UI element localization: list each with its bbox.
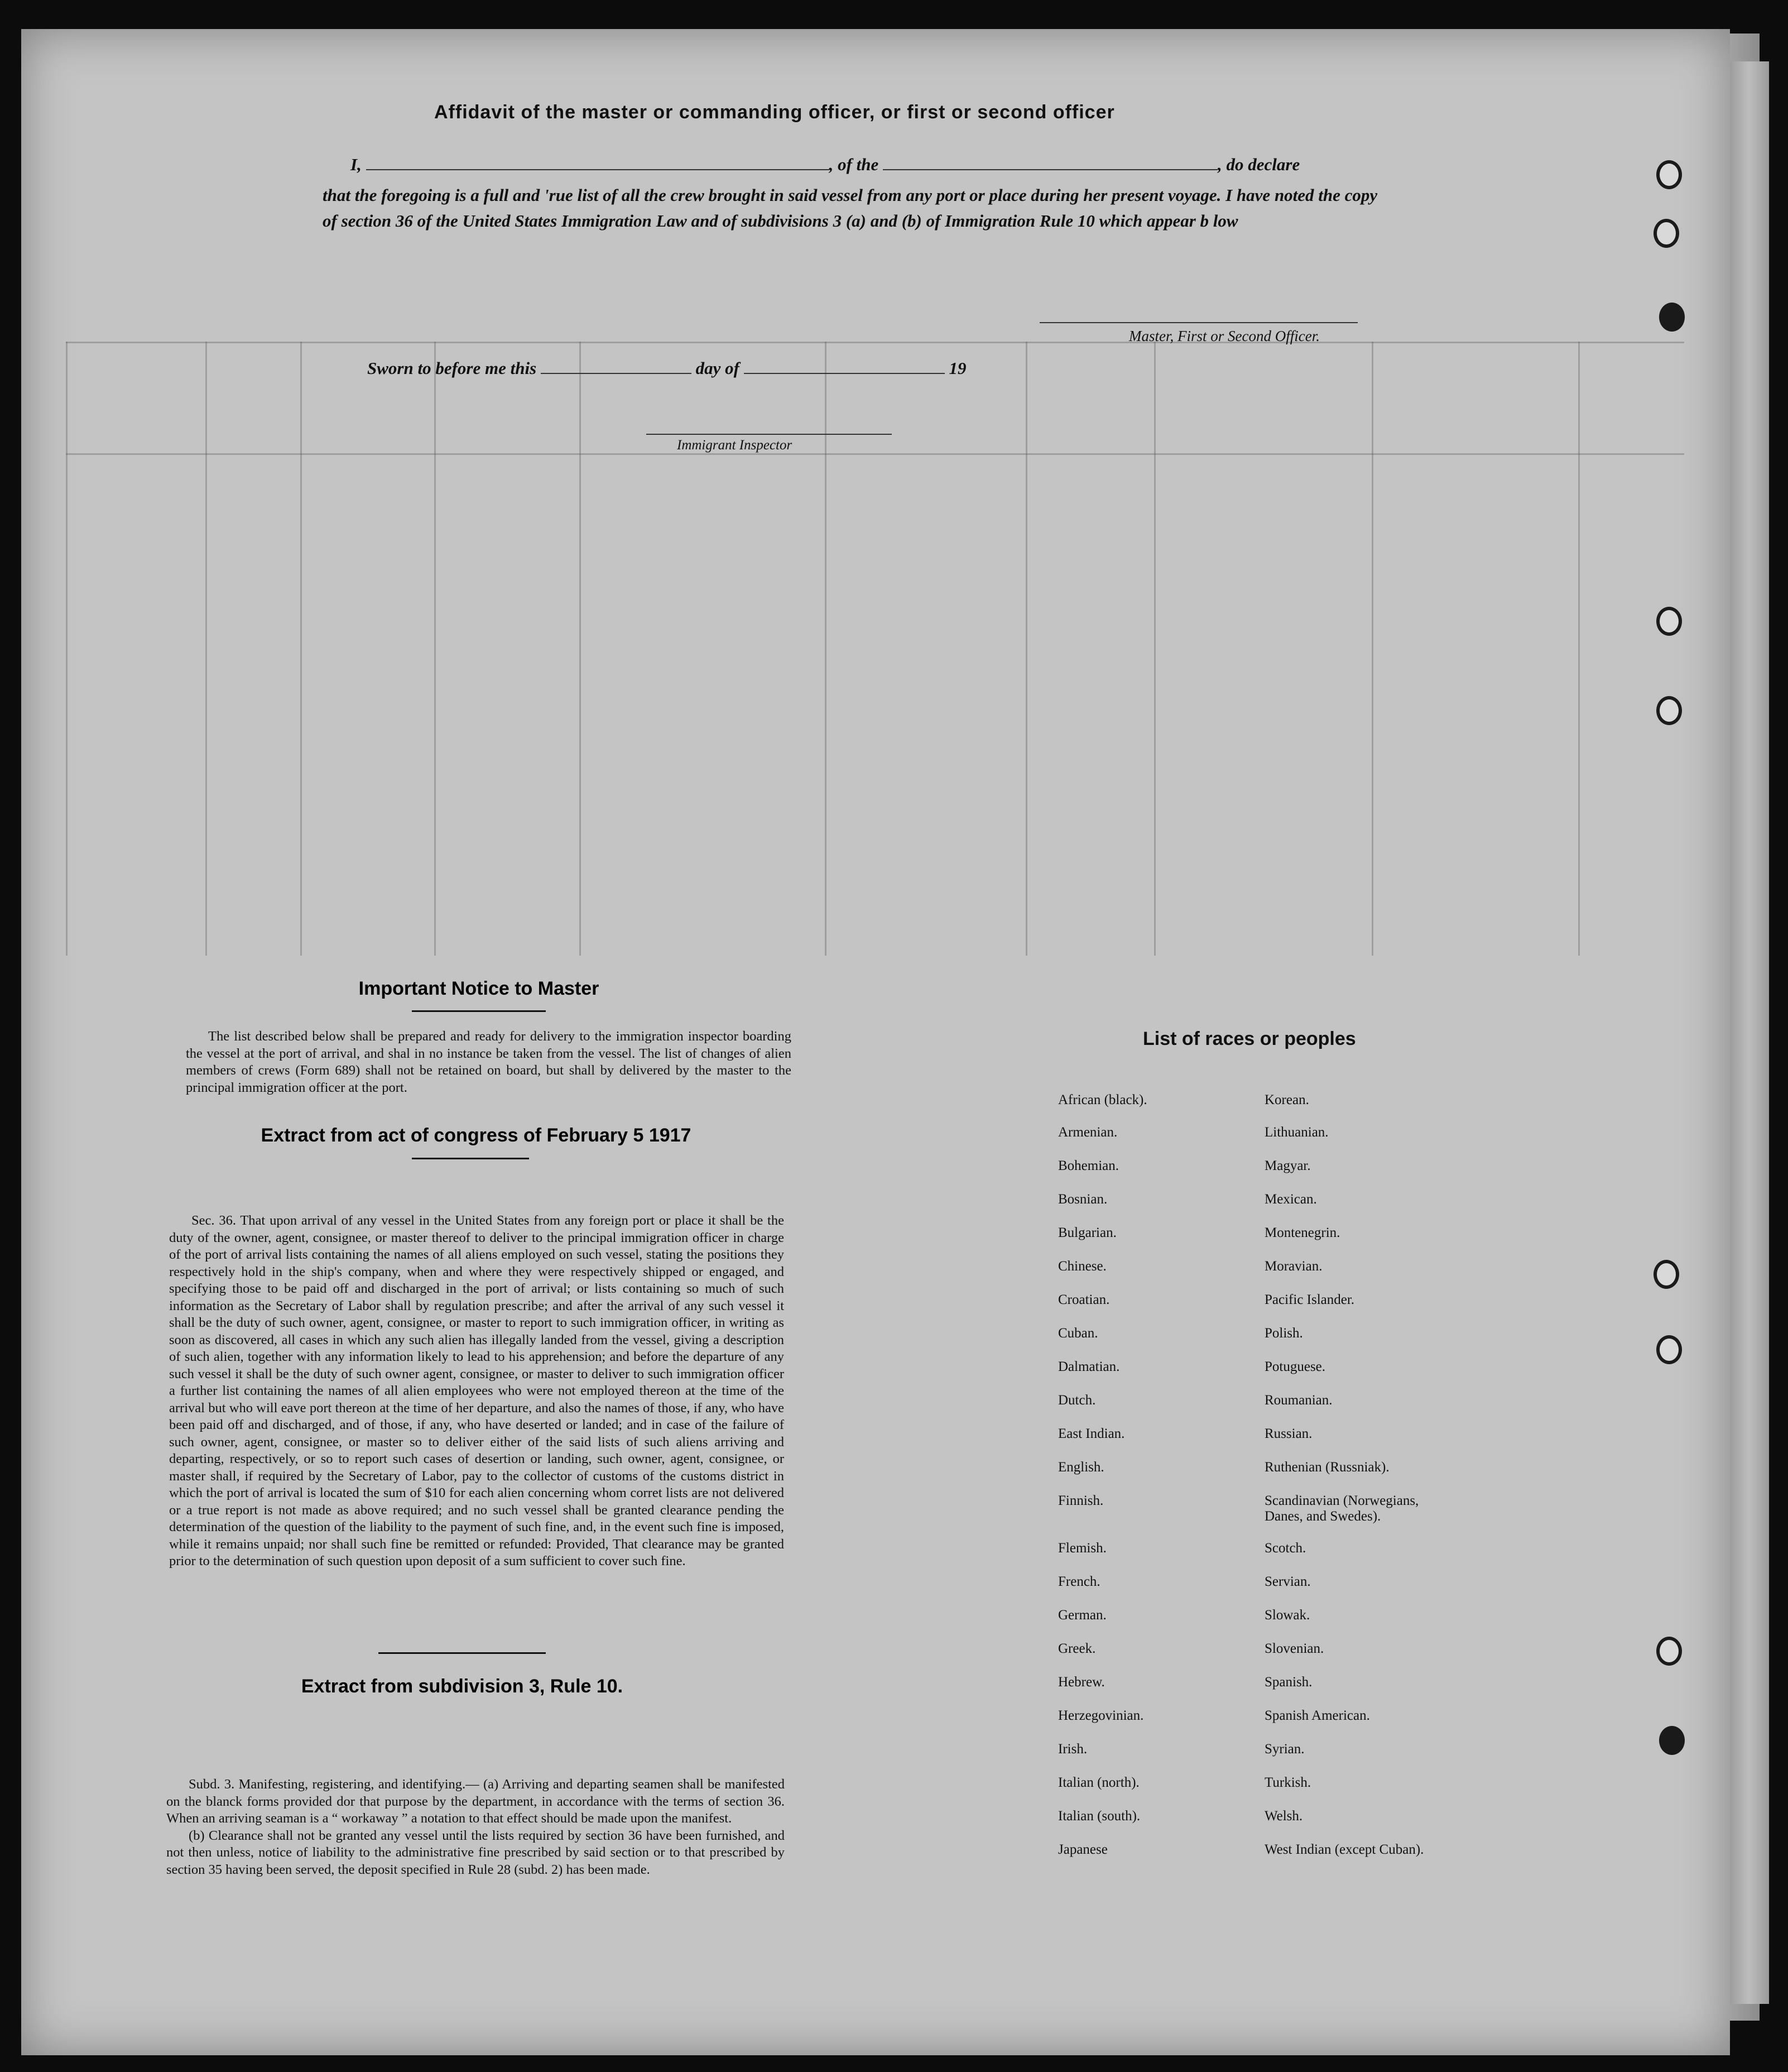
sworn-day-label: day of — [695, 358, 739, 378]
race-item: English. — [1058, 1460, 1104, 1475]
race-item: Ruthenian (Russniak). — [1265, 1460, 1390, 1475]
declarant-label: I, — [350, 155, 362, 174]
race-item: Hebrew. — [1058, 1675, 1105, 1690]
sworn-year-label: 19 — [949, 358, 967, 378]
declarant-name-blank[interactable] — [366, 156, 829, 170]
race-item: Welsh. — [1265, 1809, 1303, 1824]
bleed-through-rule — [1026, 342, 1027, 956]
race-item: Roumanian. — [1265, 1393, 1333, 1408]
race-item: Dalmatian. — [1058, 1359, 1120, 1374]
race-item: Italian (north). — [1058, 1775, 1140, 1790]
race-item: West Indian (except Cuban). — [1265, 1842, 1424, 1857]
race-item: Irish. — [1058, 1742, 1088, 1757]
subdivision-3-para-b: (b) Clearance shall not be granted any vessel until the lists required by section 36 have been furnished, and not then unless, notice of liability to the administrative fine prescribed by said section or to that prescribed by section 35 having been served, the deposit specified in Rule 28 (subd. 2) has been made. — [166, 1828, 785, 1877]
notice-title: Important Notice to Master — [358, 978, 599, 999]
bleed-through-rule — [1372, 342, 1373, 956]
bleed-through-rule — [1578, 342, 1580, 956]
declare-label: , do declare — [1218, 155, 1300, 174]
notice-text: The list described below shall be prepared and ready for delivery to the immigration inspector boarding the vessel at the port of arrival, and shal in no instance be taken from the vessel. The list of changes of alien members of crews (Form 689) shall not be retained on board, but shall by delivered by the master to the principal immigration officer at the port. — [186, 1029, 791, 1095]
race-item: Slovenian. — [1265, 1641, 1324, 1656]
section-36-text: Sec. 36. That upon arrival of any vessel in the United States from any foreign port or place it shall be the duty of the owner, agent, consignee, or master thereof to deliver to the principal immigration officer in charge of the port of arrival lists containing the names of all aliens employed on such vessel, stating the positions they respectively hold in the ship's company, when and where they were respectively shipped or engaged, and specifying those to be paid off and discharged in the port of arrival; or lists containing so much of such information as the Secretary of Labor shall by regulation prescribe; and after the arrival of any such vessel it shall be the duty of such owner, agent, consignee, or master to report to such immigration officer, in writing as soon as discovered, all cases in which any such alien has illegally landed from the vessel, giving a description of such alien, together with any information likely to lead to his apprehension; and before the departure of any such vessel it shall be the duty of such owner agent, consignee, or master to deliver to such immigration officer a further list containing the names of all alien employees who were not employed thereon at the time of the arrival but who will eave port thereon at the time of her departure, and also the names of those, if any, who have been paid off and discharged, and of those, if any, who have deserted or landed; and in case of the failure of such owner, agent, consignee, or master so to deliver either of the said lists of such aliens arriving and departing, respectively, or so to report such cases of desertion or landing, such owner, agent, consignee, or master shall, if required by the Secretary of Labor, pay to the collector of customs of the customs district in which the port of arrival is located the sum of $10 for each alien concerning whom corret lists are not delivered or a true report is not made as above required; and no such vessel shall be granted clearance pending the determination of the question of the liability to the payment of such fine, and, in the event such fine is imposed, while it remains unpaid; nor shall such fine be remitted or refunded: Provided, That clearance may be granted prior to the determination of such question upon deposit of a sum sufficient to cover such fine. — [169, 1213, 784, 1569]
binder-hole — [1656, 696, 1682, 725]
bleed-through-rule — [66, 342, 68, 956]
race-item: French. — [1058, 1574, 1100, 1589]
race-item: German. — [1058, 1608, 1107, 1623]
bleed-through-rule — [1154, 342, 1156, 956]
race-item: Slowak. — [1265, 1608, 1310, 1623]
race-item: Mexican. — [1265, 1192, 1317, 1207]
race-item: Cuban. — [1058, 1326, 1098, 1341]
extract-rule-title: Extract from subdivision 3, Rule 10. — [301, 1676, 623, 1697]
binder-hole — [1654, 1260, 1679, 1289]
race-item: Bulgarian. — [1058, 1225, 1117, 1240]
subdivision-3-text — [166, 1776, 785, 1878]
bleed-through-rule — [579, 342, 581, 956]
sworn-line — [367, 358, 967, 378]
race-item: Flemish. — [1058, 1541, 1107, 1556]
vessel-label: , of the — [829, 155, 879, 174]
race-item: African (black). — [1058, 1092, 1147, 1107]
affidavit-title: Affidavit of the master or commanding officer, or first or second officer — [434, 102, 1115, 123]
race-item: Bohemian. — [1058, 1158, 1119, 1173]
binder-hole — [1656, 1637, 1682, 1666]
race-item: Servian. — [1265, 1574, 1311, 1589]
manifest-page — [21, 29, 1730, 2055]
subdivision-3-para-a: Subd. 3. Manifesting, registering, and identifying.— (a) Arriving and departing seamen shall be manifested on the blanck forms provided dor that purpose by the department, in accordance with the terms of section 36. When an arriving seaman is a “ workaway ” a notation to that effect should be made upon the manifest. — [166, 1777, 785, 1826]
race-item: Scandinavian (Norwegians, Danes, and Swedes). — [1265, 1493, 1419, 1524]
sworn-day-blank[interactable] — [541, 359, 691, 374]
extract-rule-top-rule — [378, 1652, 546, 1654]
race-item: Moravian. — [1265, 1259, 1323, 1274]
race-item: Herzegovinian. — [1058, 1708, 1144, 1723]
race-item: Scotch. — [1265, 1541, 1306, 1556]
binder-hole — [1656, 160, 1682, 189]
bleed-through-rule — [66, 453, 1684, 455]
race-item: Croatian. — [1058, 1292, 1110, 1307]
extract-act-title-rule — [412, 1158, 529, 1159]
race-item: Spanish American. — [1265, 1708, 1370, 1723]
race-item: Bosnian. — [1058, 1192, 1108, 1207]
race-item: Finnish. — [1058, 1493, 1104, 1508]
race-item: Japanese — [1058, 1842, 1108, 1857]
sworn-month-blank[interactable] — [744, 359, 945, 374]
affidavit-body: that the foregoing is a full and 'rue list of all the crew brought in said vessel from any port or place during her present voyage. I have noted the copy of section 36 of the United States Immigration Law and of subdivisions 3 (a) and (b) of Immigration Rule 10 which appear b low — [323, 185, 1378, 231]
bleed-through-rule — [66, 342, 1684, 343]
binder-hole — [1659, 303, 1685, 332]
inspector-label: Immigrant Inspector — [677, 438, 792, 453]
race-item: Magyar. — [1265, 1158, 1311, 1173]
bleed-through-rule — [300, 342, 302, 956]
race-item: Greek. — [1058, 1641, 1096, 1656]
extract-act-title: Extract from act of congress of February 5 1917 — [261, 1125, 691, 1146]
race-item: Russian. — [1265, 1426, 1313, 1441]
race-item: Polish. — [1265, 1326, 1303, 1341]
race-item: Turkish. — [1265, 1775, 1311, 1790]
race-item: Pacific Islander. — [1265, 1292, 1355, 1307]
race-item: Dutch. — [1058, 1393, 1096, 1408]
race-item: East Indian. — [1058, 1426, 1125, 1441]
declaration-line — [350, 155, 1300, 175]
binder-hole — [1659, 1726, 1685, 1755]
race-item: Potuguese. — [1265, 1359, 1326, 1374]
race-item: Italian (south). — [1058, 1809, 1141, 1824]
binder-hole — [1654, 219, 1679, 248]
sworn-label: Sworn to before me this — [367, 358, 537, 378]
race-item: Chinese. — [1058, 1259, 1107, 1274]
race-item: Syrian. — [1265, 1742, 1305, 1757]
bleed-through-rule — [434, 342, 436, 956]
binder-hole — [1656, 607, 1682, 636]
binder-hole — [1656, 1335, 1682, 1364]
race-item: Spanish. — [1265, 1675, 1313, 1690]
race-item: Lithuanian. — [1265, 1125, 1329, 1140]
vessel-name-blank[interactable] — [883, 156, 1218, 170]
race-item: Korean. — [1265, 1092, 1309, 1107]
inspector-signature-line[interactable] — [646, 434, 892, 435]
signature-line[interactable] — [1040, 322, 1358, 323]
signature-label: Master, First or Second Officer. — [1129, 328, 1320, 344]
race-item: Montenegrin. — [1265, 1225, 1340, 1240]
bleed-through-rule — [205, 342, 207, 956]
race-item: Armenian. — [1058, 1125, 1118, 1140]
notice-title-rule — [412, 1010, 546, 1012]
races-title: List of races or peoples — [1143, 1028, 1356, 1049]
